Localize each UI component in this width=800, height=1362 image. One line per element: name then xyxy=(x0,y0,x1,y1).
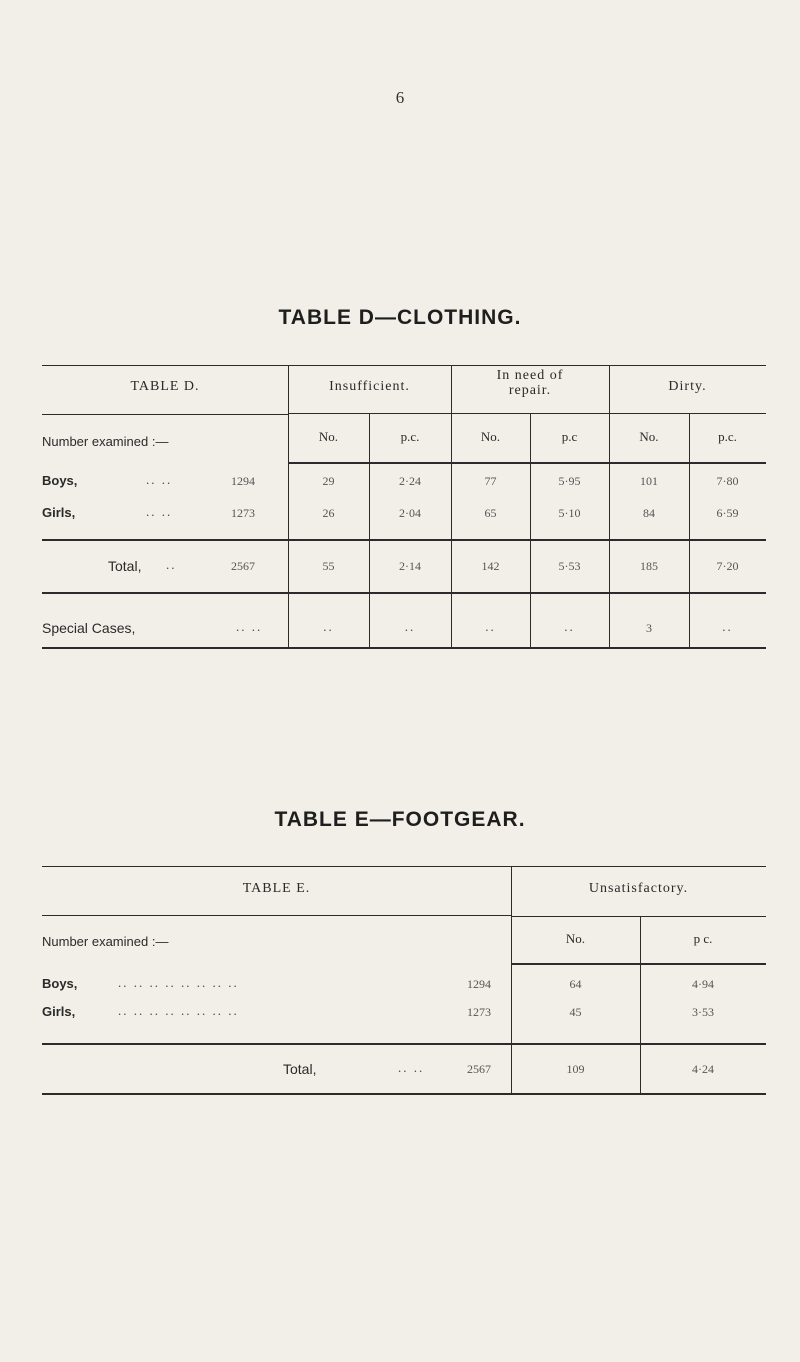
examined-count: 2567 xyxy=(231,559,255,573)
group-header-unsatisfactory: Unsatisfactory. xyxy=(588,881,689,896)
examined-count: 2567 xyxy=(467,1062,491,1076)
sub-header: p.c xyxy=(561,429,578,444)
row-label: Girls, xyxy=(42,505,76,520)
table-d-corner: TABLE D. xyxy=(130,379,200,394)
total-label: Total, xyxy=(283,1061,317,1077)
cell: .. xyxy=(485,619,496,634)
cell: 2·04 xyxy=(399,506,421,520)
sub-header: p c. xyxy=(693,931,713,946)
leader-dots: .. .. xyxy=(146,472,173,487)
row-label: Girls, xyxy=(42,1004,76,1019)
table-e-header-rule xyxy=(42,915,511,916)
cell: 142 xyxy=(481,559,500,573)
sub-header: No. xyxy=(318,429,339,444)
cell: 7·20 xyxy=(716,559,739,573)
cell: 109 xyxy=(566,1062,585,1076)
cell: 101 xyxy=(640,474,658,488)
cell: 29 xyxy=(322,474,335,488)
cell: 2·24 xyxy=(399,474,421,488)
leader-dots: .. .. xyxy=(398,1060,425,1075)
total-label: Total, xyxy=(108,558,142,574)
examined-count: 1273 xyxy=(467,1005,491,1019)
examined-count: 1294 xyxy=(231,474,255,488)
cell: 4·94 xyxy=(692,977,714,991)
leader-dots: .. xyxy=(166,557,177,572)
cell: 64 xyxy=(569,977,582,991)
cell: 55 xyxy=(322,559,335,573)
cell: 185 xyxy=(640,559,658,573)
leader-dots: .. .. .. .. .. .. .. .. xyxy=(118,1003,239,1018)
group-header-need-repair: In need of repair. xyxy=(496,368,564,398)
cell: .. xyxy=(722,619,733,634)
cell: 2·14 xyxy=(399,559,421,573)
cell: 6·59 xyxy=(716,506,739,520)
cell: 45 xyxy=(569,1005,582,1019)
cell: 3 xyxy=(646,621,652,635)
sub-header: No. xyxy=(565,931,586,946)
sub-header: No. xyxy=(639,429,659,444)
cell: .. xyxy=(564,619,575,634)
cell: 65 xyxy=(484,506,497,520)
leader-dots: .. .. xyxy=(236,619,263,634)
row-label-header: Number examined :— xyxy=(42,434,169,449)
row-label: Boys, xyxy=(42,976,78,991)
cell: 5·95 xyxy=(558,474,581,488)
row-label: Boys, xyxy=(42,473,78,488)
group-header-insufficient: Insufficient. xyxy=(329,379,410,394)
cell: 5·53 xyxy=(558,559,581,573)
cell: 3·53 xyxy=(692,1005,714,1019)
special-label: Special Cases, xyxy=(42,620,136,636)
cell: 84 xyxy=(643,506,655,520)
table-e-title: TABLE E—FOOTGEAR. xyxy=(274,808,526,831)
examined-count: 1294 xyxy=(467,977,491,991)
cell: 77 xyxy=(484,474,497,488)
cell: 7·80 xyxy=(716,474,739,488)
sub-header: p.c. xyxy=(400,429,420,444)
table-e-subheader-rule xyxy=(511,916,766,917)
cell: .. xyxy=(323,619,334,634)
group-header-dirty: Dirty. xyxy=(668,379,707,394)
page-number: 6 xyxy=(395,88,405,107)
row-label-header: Number examined :— xyxy=(42,934,169,949)
cell: 5·10 xyxy=(558,506,581,520)
examined-count: 1273 xyxy=(231,506,255,520)
table-e-body-rule xyxy=(511,963,766,965)
table-d-title: TABLE D—CLOTHING. xyxy=(278,306,522,329)
table-e-corner: TABLE E. xyxy=(242,881,311,896)
table-e-bottom-rule xyxy=(42,1093,766,1095)
cell: .. xyxy=(404,619,416,634)
cell: 26 xyxy=(322,506,335,520)
cell: 4·24 xyxy=(692,1062,714,1076)
sub-header: No. xyxy=(480,429,501,444)
leader-dots: .. .. xyxy=(146,504,173,519)
leader-dots: .. .. .. .. .. .. .. .. xyxy=(118,975,239,990)
table-e-total-rule xyxy=(42,1043,766,1045)
table-e-top-rule xyxy=(42,866,766,867)
sub-header: p.c. xyxy=(718,429,737,444)
